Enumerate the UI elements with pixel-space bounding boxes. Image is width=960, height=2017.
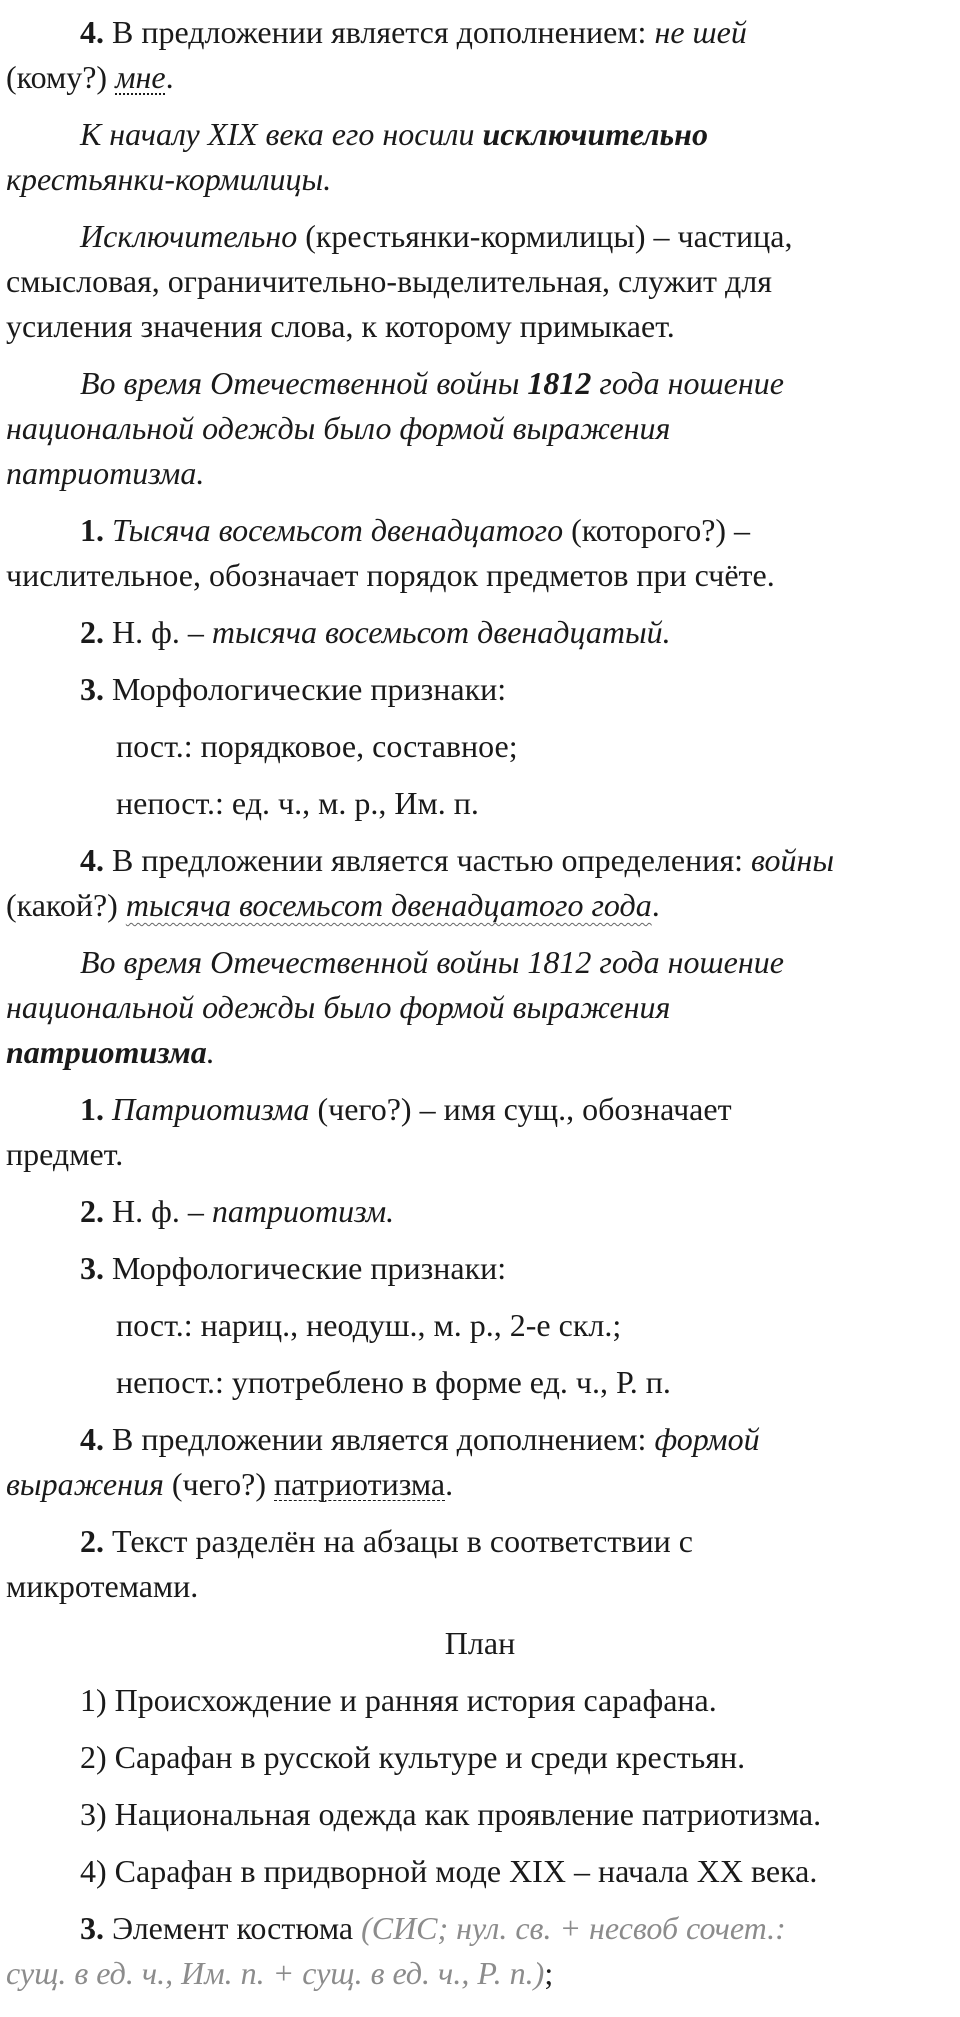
- paragraph-18: 2. Текст разделён на абзацы в соответствии с микротемами.: [6, 1523, 693, 1604]
- paragraph-10: 4. В предложении является частью определения: войны (какой?) тысяча восемьсот двенадцатого года.: [6, 842, 834, 923]
- paragraph-12: 1. Патриотизма (чего?) – имя сущ., обозначает предмет.: [6, 1091, 732, 1172]
- plan-item: 2) Сарафан в русской культуре и среди крестьян.: [80, 1739, 746, 1775]
- paragraph-17: 4. В предложении является дополнением: формой выражения (чего?) патриотизма.: [6, 1421, 760, 1502]
- paragraph-4: Во время Отечественной войны 1812 года ношение национальной одежды было формой выражения патриотизма.: [6, 365, 784, 491]
- item-number: 1.: [80, 512, 104, 548]
- paragraph-6: 2. Н. ф. – тысяча восемьсот двенадцатый.: [80, 614, 671, 650]
- paragraph-11: Во время Отечественной войны 1812 года ношение национальной одежды было формой выражения патриотизма.: [6, 944, 784, 1070]
- paragraph-3: Исключительно (крестьянки-кормилицы) – частица, смысловая, ограничительно-выделительная, служит для усиления значения слова, к которому примыкает.: [6, 218, 793, 344]
- item-number: 2.: [80, 614, 104, 650]
- paragraph-16: непост.: употреблено в форме ед. ч., Р. п.: [116, 1364, 671, 1400]
- paragraph-13: 2. Н. ф. – патриотизм.: [80, 1193, 395, 1229]
- paragraph-8: пост.: порядковое, составное;: [116, 728, 518, 764]
- item-number: 3.: [80, 1910, 104, 1946]
- paragraph-1: 4. В предложении является дополнением: не шей (кому?) мне.: [6, 14, 747, 95]
- plan-title: План: [444, 1625, 516, 1661]
- item-number: 3.: [80, 671, 104, 707]
- item-number: 2.: [80, 1523, 104, 1559]
- paragraph-5: 1. Тысяча восемьсот двенадцатого (которого?) – числительное, обозначает порядок предметов при счёте.: [6, 512, 775, 593]
- item-number: 4.: [80, 14, 104, 50]
- paragraph-14: 3. Морфологические признаки:: [80, 1250, 507, 1286]
- paragraph-15: пост.: нариц., неодуш., м. р., 2-е скл.;: [116, 1307, 622, 1343]
- item-number: 4.: [80, 842, 104, 878]
- item-number: 2.: [80, 1193, 104, 1229]
- paragraph-7: 3. Морфологические признаки:: [80, 671, 507, 707]
- item-number: 3.: [80, 1250, 104, 1286]
- plan-item: 1) Происхождение и ранняя история сарафана.: [80, 1682, 717, 1718]
- item-number: 4.: [80, 1421, 104, 1457]
- paragraph-19: 3. Элемент костюма (СИС; нул. св. + несвоб сочет.: сущ. в ед. ч., Им. п. + сущ. в ед. ч., Р. п.);: [6, 1910, 786, 1991]
- plan-item: 4) Сарафан в придворной моде XIX – начала XX века.: [80, 1853, 818, 1889]
- paragraph-2: К началу XIX века его носили исключительно крестьянки-кормилицы.: [6, 116, 708, 197]
- plan-item: 3) Национальная одежда как проявление патриотизма.: [80, 1796, 822, 1832]
- paragraph-9: непост.: ед. ч., м. р., Им. п.: [116, 785, 479, 821]
- item-number: 1.: [80, 1091, 104, 1127]
